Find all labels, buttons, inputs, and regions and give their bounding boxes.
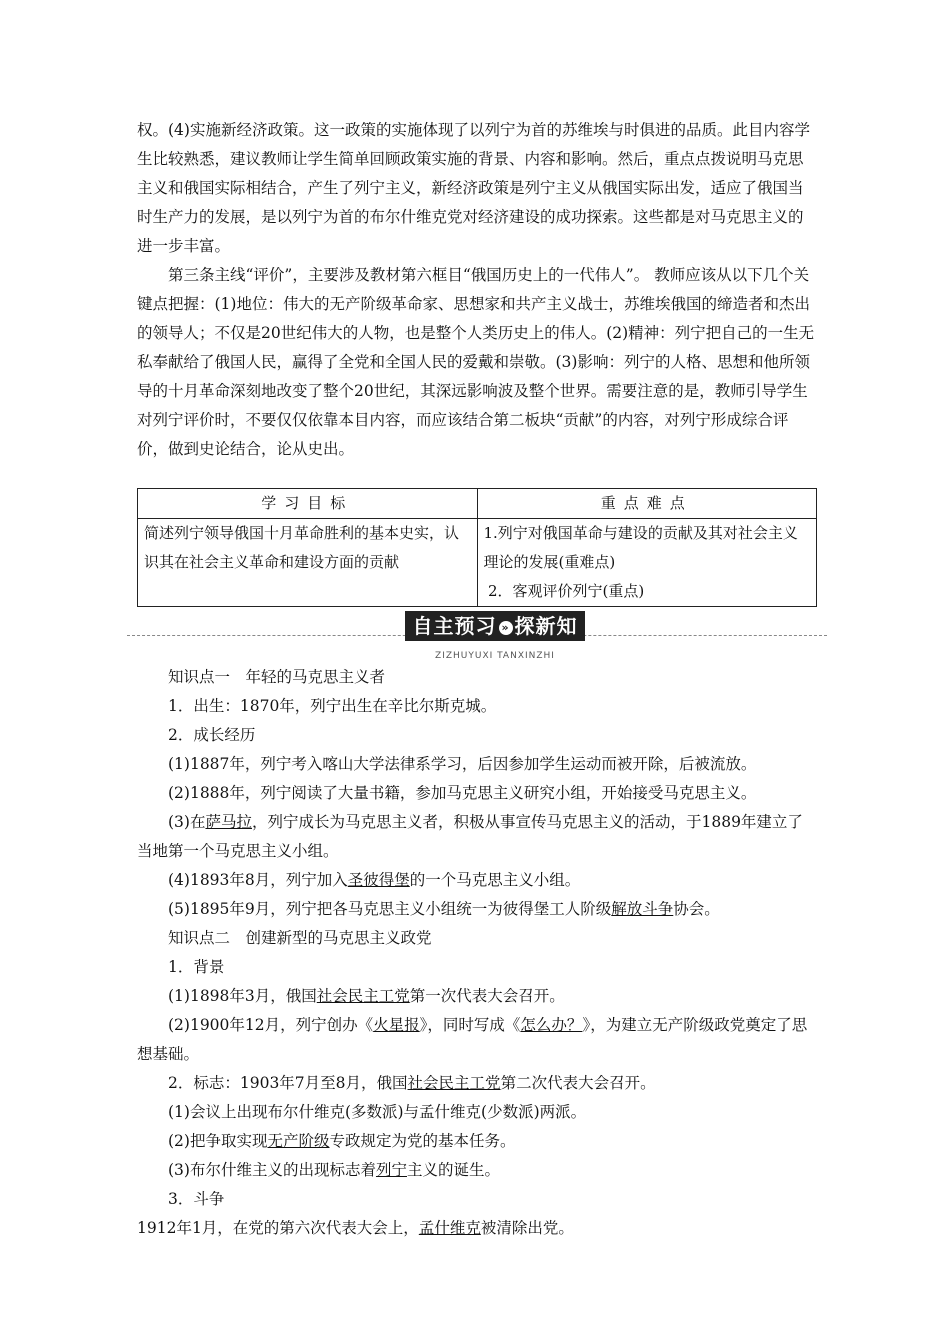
keypoints-header: 重点难点 [477, 489, 817, 519]
list-item: (1)1887年，列宁考入喀山大学法律系学习，后因参加学生运动而被开除，后被流放。 [168, 755, 757, 773]
list-item: (5)1895年9月，列宁把各马克思主义小组统一为彼得堡工人阶级解放斗争协会。 [168, 900, 720, 918]
list-item: (1)1898年3月，俄国社会民主工党第一次代表大会召开。 [168, 987, 565, 1005]
list-item: (2)1900年12月，列宁创办《火星报》，同时写成《怎么办？》，为建立无产阶级政党奠定了思想基础。 [137, 1016, 808, 1063]
goals-header: 学习目标 [138, 489, 478, 519]
blank-answer: 孟什维克 [418, 1219, 481, 1237]
list-item: 2．标志：1903年7月至8月，俄国社会民主工党第二次代表大会召开。 [168, 1074, 656, 1092]
blank-answer: 怎么办？ [520, 1016, 583, 1034]
list-item: 3．斗争 [168, 1190, 225, 1208]
blank-answer: 列宁 [375, 1161, 407, 1179]
keypoints-cell: 1.列宁对俄国革命与建设的贡献及其对社会主义理论的发展(重难点) 2．客观评价列宁(重点) [477, 519, 817, 607]
intro-paragraph-2: 第三条主线“评价”，主要涉及教材第六框目“俄国历史上的一代伟人”。 教师应该从以下几个关键点把握：(1)地位：伟大的无产阶级革命家、思想家和共产主义战士，苏维埃俄国的缔造者和杰出的领导人；不仅是20世纪伟大的人物，也是整个人类历史上的伟人。(2)精神：列宁把自己的一生无私奉献给了俄国人民，赢得了全党和全国人民的爱戴和崇敬。(3)影响：列宁的人格、思想和他所领导的十月革命深刻地改变了整个20世纪，其深远影响波及整个世界。需要注意的是，教师引导学生对列宁评价时，不要仅仅依靠本目内容，而应该结合第二板块“贡献”的内容，对列宁形成综合评价，做到史论结合，论从史出。 [137, 266, 815, 458]
document-page [137, 116, 817, 1243]
blank-answer: 无产阶级 [267, 1132, 330, 1150]
list-item: (1)会议上出现布尔什维克(多数派)与孟什维克(少数派)两派。 [168, 1103, 587, 1121]
intro-paragraph-1: 权。(4)实施新经济政策。这一政策的实施体现了以列宁为首的苏维埃与时俱进的品质。此目内容学生比较熟悉，建议教师让学生简单回顾政策实施的背景、内容和影响。然后，重点点拨说明马克思主义和俄国实际相结合，产生了列宁主义，新经济政策是列宁主义从俄国实际出发，适应了俄国当时生产力的发展，是以列宁为首的布尔什维克党对经济建设的成功探索。这些都是对马克思主义的进一步丰富。 [137, 121, 810, 255]
blank-answer: 圣彼得堡 [347, 871, 410, 889]
goals-table [137, 488, 817, 607]
list-item: (2)1888年，列宁阅读了大量书籍，参加马克思主义研究小组，开始接受马克思主义。 [168, 784, 757, 802]
knowledge-section-2 [137, 924, 817, 1243]
section-banner [127, 611, 827, 661]
blank-answer: 火星报 [373, 1016, 420, 1034]
list-item: 1912年1月，在党的第六次代表大会上，孟什维克被清除出党。 [137, 1219, 574, 1237]
banner-title: 自主预习 » 探新知 [405, 611, 585, 641]
arrow-icon: » [499, 621, 513, 635]
blank-answer: 社会民主工党 [316, 987, 410, 1005]
goals-cell: 简述列宁领导俄国十月革命胜利的基本史实，认识其在社会主义革命和建设方面的贡献 [138, 519, 478, 607]
list-item: 1．背景 [168, 958, 225, 976]
blank-answer: 解放斗争 [611, 900, 674, 918]
section-title: 知识点二 创建新型的马克思主义政党 [168, 929, 432, 947]
section-title: 知识点一 年轻的马克思主义者 [168, 668, 386, 686]
list-item: (3)在萨马拉，列宁成长为马克思主义者，积极从事宣传马克思主义的活动，于1889年建立了当地第一个马克思主义小组。 [137, 813, 803, 860]
blank-answer: 萨马拉 [205, 813, 252, 831]
list-item: (2)把争取实现无产阶级专政规定为党的基本任务。 [168, 1132, 516, 1150]
list-item: (3)布尔什维主义的出现标志着列宁主义的诞生。 [168, 1161, 500, 1179]
knowledge-section-1 [137, 663, 817, 924]
blank-answer: 社会民主工党 [407, 1074, 501, 1092]
list-item: (4)1893年8月，列宁加入圣彼得堡的一个马克思主义小组。 [168, 871, 581, 889]
banner-subtitle: ZIZHUYUXI TANXINZHI [435, 651, 555, 661]
list-item: 2．成长经历 [168, 726, 256, 744]
list-item: 1．出生：1870年，列宁出生在辛比尔斯克城。 [168, 697, 497, 715]
